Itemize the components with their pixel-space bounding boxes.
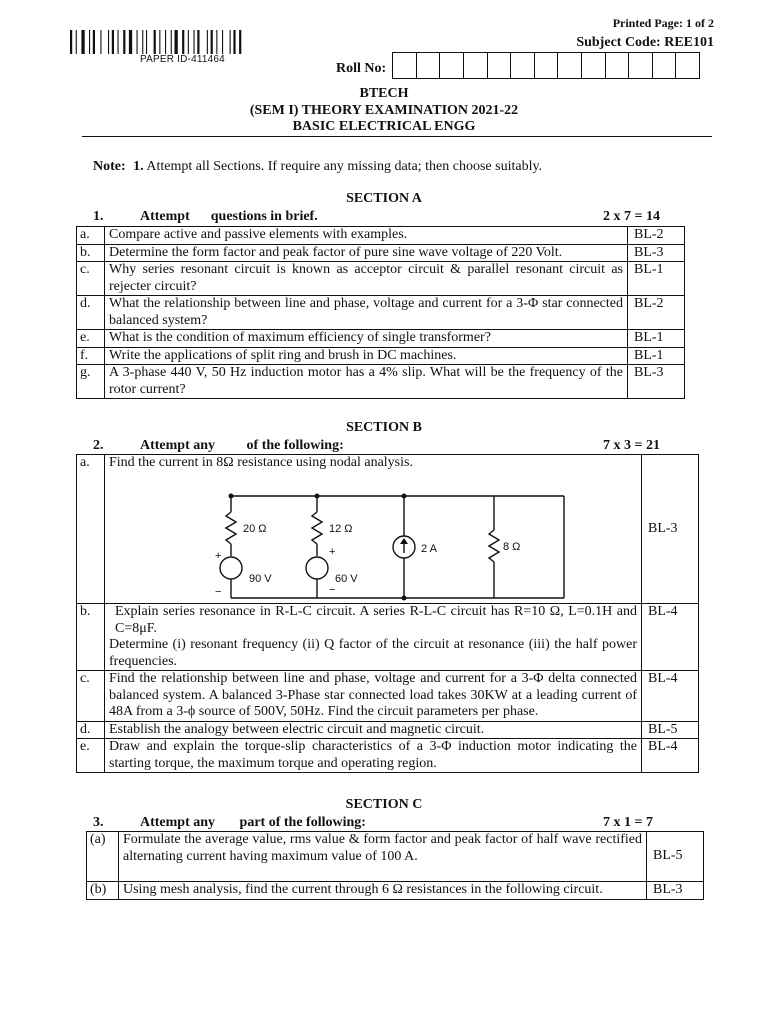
question-1-instruction: Attempt questions in brief. — [140, 209, 318, 224]
question-text: What the relationship between line and phase, voltage and current for a 3-Φ star connected balanced system? — [105, 296, 628, 330]
section-c-table — [86, 831, 704, 900]
item-label: (b) — [87, 882, 119, 900]
section-a-title: SECTION A — [346, 191, 422, 206]
question-text: Write the applications of split ring and brush in DC machines. — [105, 347, 628, 365]
question-cell — [105, 604, 642, 671]
source-90v-label: 90 V — [249, 572, 272, 585]
bloom-level: BL-3 — [628, 244, 685, 262]
question-cell — [105, 455, 642, 604]
exam-title: (SEM I) THEORY EXAMINATION 2021-22 — [249, 103, 519, 118]
question-text: Find the relationship between line and phase, voltage and current for a 3-Φ delta connected balanced system. A balanced 3-Phase star connected load takes 30KW at a leading current of 48A from a 3-ϕ source of 500V, 50Hz. Find the circuit parameters per phase. — [105, 671, 642, 722]
table-row — [77, 244, 685, 262]
item-label: f. — [77, 347, 105, 365]
bloom-level: BL-1 — [628, 347, 685, 365]
roll-number-row — [336, 52, 700, 79]
note-label: Note: — [93, 159, 126, 174]
table-row — [77, 227, 685, 245]
course-title: BASIC ELECTRICAL ENGG — [292, 119, 476, 134]
item-label: c. — [77, 671, 105, 722]
bloom-level: BL-3 — [628, 365, 685, 399]
question-text: A 3-phase 440 V, 50 Hz induction motor has a 4% slip. What will be the frequency of the rotor current? — [105, 365, 628, 399]
item-label: b. — [77, 244, 105, 262]
question-3-instruction: Attempt any part of the following: — [140, 815, 366, 830]
question-1-number: 1. — [93, 209, 104, 224]
paper-id: PAPER ID-411464 — [140, 54, 225, 65]
item-label: (a) — [87, 832, 119, 882]
resistor-8-label: 8 Ω — [503, 540, 521, 553]
question-2-marks: 7 x 3 = 21 — [603, 438, 660, 453]
table-row — [77, 739, 699, 773]
table-row — [77, 721, 699, 739]
item-label: e. — [77, 739, 105, 773]
section-a-table — [76, 226, 685, 399]
item-label: c. — [77, 262, 105, 296]
item-label: b. — [77, 604, 105, 671]
question-1-marks: 2 x 7 = 14 — [603, 209, 660, 224]
header-divider — [82, 136, 712, 137]
table-row — [77, 330, 685, 348]
question-text: Compare active and passive elements with examples. — [105, 227, 628, 245]
degree-title: BTECH — [359, 86, 409, 101]
table-row — [87, 832, 704, 882]
bloom-level: BL-3 — [642, 455, 699, 604]
source-60v-label: 60 V — [335, 572, 358, 585]
question-text: Determine (i) resonant frequency (ii) Q factor of the circuit at resonance (iii) the half power frequencies. — [109, 637, 637, 669]
note-number: 1. — [133, 159, 144, 174]
question-text: Explain series resonance in R-L-C circuit. A series R-L-C circuit has R=10 Ω, L=0.1H and C=8μF. — [115, 604, 637, 636]
table-row — [77, 671, 699, 722]
nodal-circuit-diagram — [215, 492, 569, 600]
question-text: Establish the analogy between electric circuit and magnetic circuit. — [105, 721, 642, 739]
bloom-level: BL-1 — [628, 330, 685, 348]
question-3-marks: 7 x 1 = 7 — [603, 815, 653, 830]
printed-page: Printed Page: 1 of 2 — [612, 16, 714, 30]
bloom-level: BL-1 — [628, 262, 685, 296]
bloom-level: BL-4 — [642, 739, 699, 773]
question-text: Using mesh analysis, find the current through 6 Ω resistances in the following circuit. — [119, 882, 647, 900]
roll-no-label: Roll No: — [336, 61, 387, 76]
item-label: d. — [77, 721, 105, 739]
plus-sign: + — [329, 545, 336, 558]
question-text: Formulate the average value, rms value & form factor and peak factor of half wave rectified alternating current having maximum value of 100 A. — [119, 832, 647, 882]
item-label: a. — [77, 455, 105, 604]
current-source-label: 2 A — [421, 542, 437, 555]
question-text: Draw and explain the torque-slip characteristics of a 3-Φ induction motor indicating the starting torque, the maximum torque and operating region. — [105, 739, 642, 773]
table-row — [77, 365, 685, 399]
question-text: What is the condition of maximum efficiency of single transformer? — [105, 330, 628, 348]
resistor-12-label: 12 Ω — [329, 522, 353, 535]
item-label: e. — [77, 330, 105, 348]
table-row — [77, 455, 699, 604]
table-row — [77, 262, 685, 296]
question-3-number: 3. — [93, 815, 104, 830]
item-label: a. — [77, 227, 105, 245]
section-b-table — [76, 454, 699, 773]
bloom-level: BL-4 — [642, 671, 699, 722]
table-row — [77, 347, 685, 365]
section-c-title: SECTION C — [345, 797, 423, 812]
question-2-number: 2. — [93, 438, 104, 453]
question-text: Why series resonant circuit is known as acceptor circuit & parallel resonant circuit as rejecter circuit? — [105, 262, 628, 296]
bloom-level: BL-4 — [642, 604, 699, 671]
question-2-instruction: Attempt any of the following: — [140, 438, 344, 453]
section-b-title: SECTION B — [346, 420, 422, 435]
barcode — [70, 30, 300, 54]
table-row — [77, 296, 685, 330]
minus-sign: − — [215, 585, 222, 598]
bloom-level: BL-2 — [628, 296, 685, 330]
question-text: Find the current in 8Ω resistance using nodal analysis. — [109, 455, 413, 470]
table-row — [77, 604, 699, 671]
bloom-level: BL-5 — [647, 832, 704, 882]
question-text: Determine the form factor and peak factor of pure sine wave voltage of 220 Volt. — [105, 244, 628, 262]
bloom-level: BL-3 — [647, 882, 704, 900]
item-label: d. — [77, 296, 105, 330]
subject-code: Subject Code: REE101 — [576, 35, 714, 50]
note-text: Attempt all Sections. If require any missing data; then choose suitably. — [146, 159, 543, 174]
bloom-level: BL-2 — [628, 227, 685, 245]
instructions-note — [93, 159, 542, 175]
roll-number-boxes — [392, 52, 700, 79]
minus-sign: − — [329, 583, 336, 596]
plus-sign: + — [215, 549, 222, 562]
table-row — [87, 882, 704, 900]
resistor-20-label: 20 Ω — [243, 522, 267, 535]
item-label: g. — [77, 365, 105, 399]
bloom-level: BL-5 — [642, 721, 699, 739]
